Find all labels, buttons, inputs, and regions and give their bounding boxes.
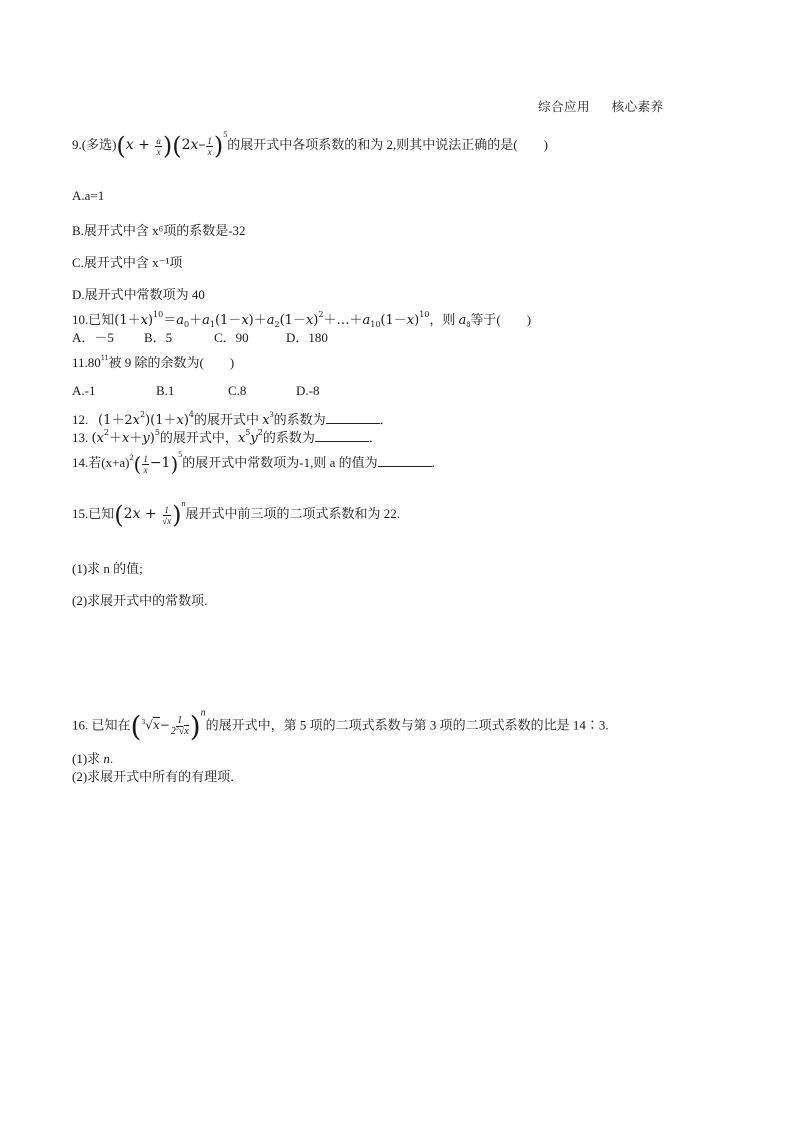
q9-option-c: C.展开式中含 x⁻¹项 bbox=[72, 255, 183, 270]
q10-option-c: C．90 bbox=[214, 330, 249, 345]
q9-option-a: A.a=1 bbox=[72, 188, 105, 203]
q11-option-a: A.-1 bbox=[72, 383, 96, 398]
q11-option-b: B.1 bbox=[156, 383, 175, 398]
question-10: 10.已知$(1+x)^{10}=a_0+a_1(1-x)+a_2(1-x)^2+\dots+a_{10}(1-x)^{10}$，则 $a_8$等于( ) bbox=[72, 310, 532, 329]
q9-frac-a: $\frac{a}{x}$ bbox=[156, 135, 161, 157]
q12-answer-blank[interactable] bbox=[326, 413, 380, 424]
question-15: 15.已知(2x + $\frac{1}{√x}$ )$^n$展开式中前三项的二项式系数和为 22. bbox=[72, 498, 400, 529]
section-header: 综合应用 核心素养 bbox=[538, 100, 664, 114]
q13-answer-blank[interactable] bbox=[315, 431, 369, 442]
q15-part-2: (2)求展开式中的常数项. bbox=[72, 593, 208, 608]
q10-option-d: D．180 bbox=[286, 330, 328, 345]
q11-option-d: D.-8 bbox=[296, 383, 320, 398]
q9-option-d: D.展开式中常数项为 40 bbox=[72, 287, 205, 302]
q9-option-b: B.展开式中含 x⁶项的系数是-32 bbox=[72, 223, 246, 238]
q9-frac-b: $\frac{1}{x}$ bbox=[207, 135, 212, 157]
q11-options bbox=[72, 383, 319, 399]
q15-part-1: (1)求 n 的值; bbox=[72, 561, 143, 576]
question-13: 13. $(x^2+x+y)^5$的展开式中，$x^5y^2$的系数为 ． bbox=[72, 428, 382, 446]
q9-prefix: 9.(多选) bbox=[72, 136, 117, 152]
q9-stem: 的展开式中各项系数的和为 2,则其中说法正确的是( ) bbox=[227, 136, 548, 152]
q16-part-2: (2)求展开式中所有的有理项． bbox=[72, 769, 244, 784]
question-16: 16. 已知在($^3$√x− $\frac{1}{2^3√x}$ )$^n$的展开式中，第 5 项的二项式系数与第 3 项的二项式系数的比是 14∶3. bbox=[72, 707, 609, 743]
q11-option-c: C.8 bbox=[228, 383, 247, 398]
q10-options bbox=[72, 327, 328, 346]
q16-part-1: (1)求 n. bbox=[72, 751, 114, 766]
question-11: 11.80$^{11}$被 9 除的余数为( ) bbox=[72, 353, 235, 370]
q14-answer-blank[interactable] bbox=[378, 456, 432, 467]
q10-option-a: A．－5 bbox=[72, 330, 114, 345]
question-12: 12. $(1+2x^2)(1+x)^4$的展开式中 $x^3$的系数为 ． bbox=[72, 410, 393, 428]
q10-option-b: B．5 bbox=[144, 330, 173, 345]
question-14: 14.若$(x+a)^2$( $\frac{1}{x}$ −1)$^5$的展开式中常数项为-1,则 a 的值为 . bbox=[72, 450, 435, 477]
question-9: 9.(多选)(x + $\frac{a}{x}$ )(2x– $\frac{1}{x}$ )$^5$的展开式中各项系数的和为 2,则其中说法正确的是( ) bbox=[72, 129, 548, 160]
